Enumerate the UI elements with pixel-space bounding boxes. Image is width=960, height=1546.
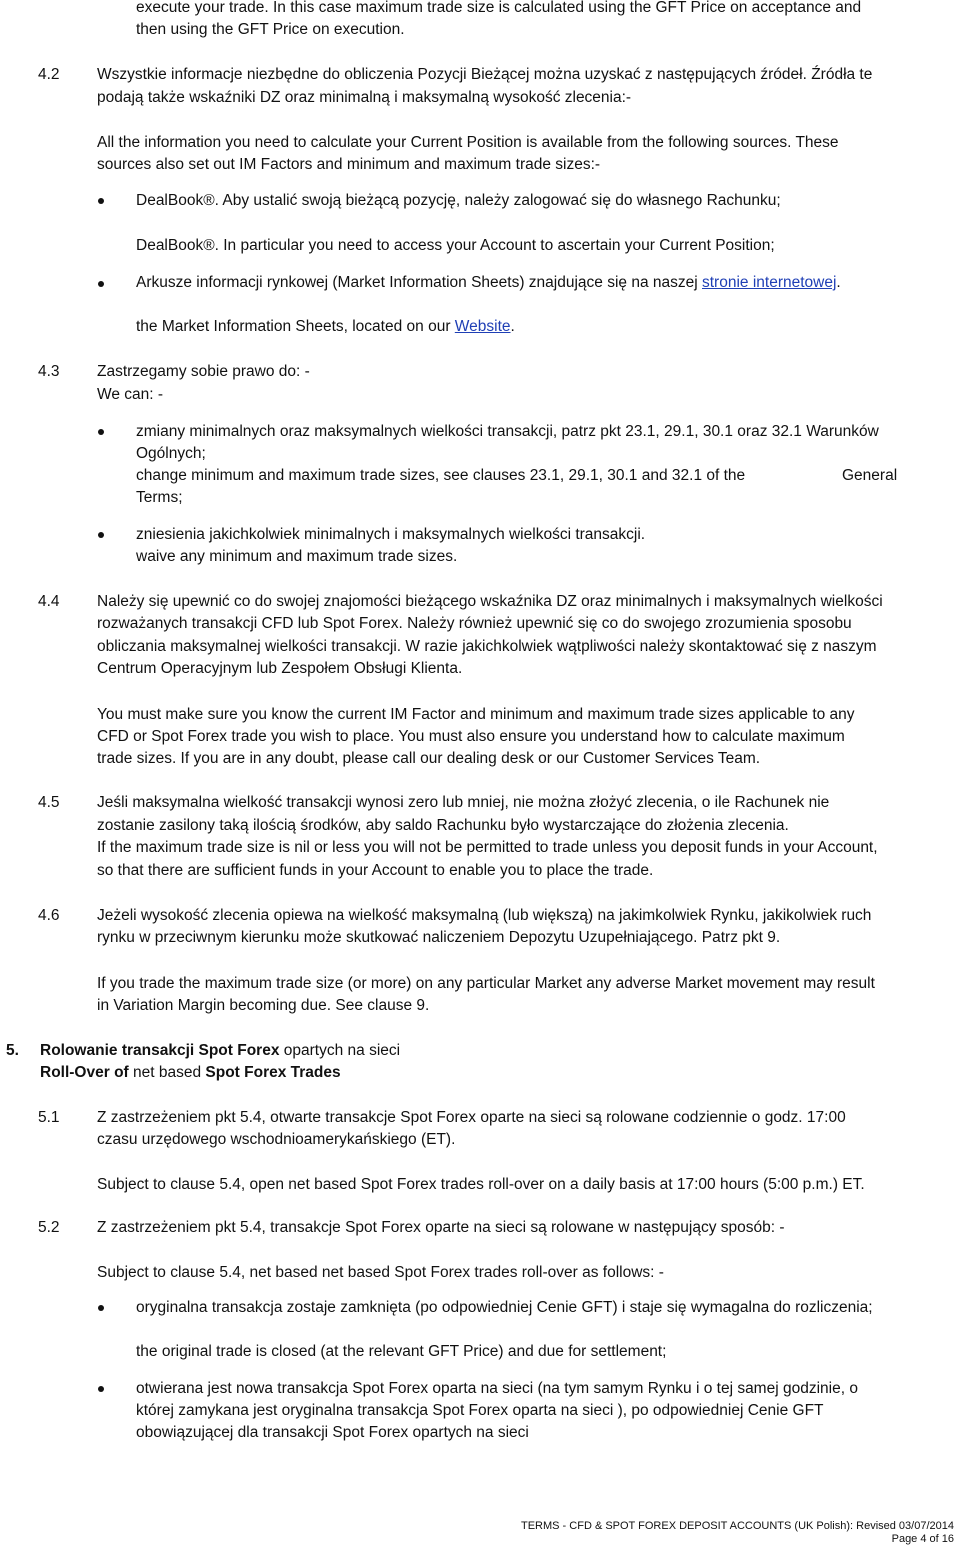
- heading-pl-rest: opartych na sieci: [279, 1042, 401, 1059]
- clause-4-6-en-line-2: in Variation Margin becoming due. See clause 9.: [97, 997, 430, 1014]
- clause-number-4-2: 4.2: [38, 66, 60, 83]
- clause-4-2-bullet-2-pl: [136, 272, 954, 294]
- clause-4-3-bullet-2-en: waive any minimum and maximum trade sizes.: [136, 548, 458, 565]
- website-link-pl[interactable]: stronie internetowej: [702, 274, 837, 291]
- clause-4-5-en-line-1: If the maximum trade size is nil or less you will not be permitted to trade unless you deposit funds in your Account,: [97, 839, 878, 856]
- footer-page-number: Page 4 of 16: [891, 1533, 954, 1545]
- clause-4-5-pl-line-1: Jeśli maksymalna wielkość transakcji wynosi zero lub mniej, nie można złożyć zlecenia, o ile Rachunek nie: [97, 794, 830, 811]
- bullet-2-en-text: the Market Information Sheets, located on our: [136, 318, 451, 335]
- clause-4-3-bullet-1-pl-line-2: Ogólnych;: [136, 445, 206, 462]
- bullet-dot: [98, 198, 104, 204]
- clause-4-2-en-line-1: All the information you need to calculate your Current Position is available from the following sources. These: [97, 134, 839, 151]
- clause-5-2-en: Subject to clause 5.4, net based net based Spot Forex trades roll-over as follows: -: [97, 1264, 664, 1281]
- bullet-dot: [98, 429, 104, 435]
- heading-pl-bold: Rolowanie transakcji Spot Forex: [40, 1042, 280, 1059]
- clause-number-4-4: 4.4: [38, 593, 60, 610]
- clause-5-2-bullet-2-pl-line-3: obowiązującej dla transakcji Spot Forex opartych na sieci: [136, 1424, 529, 1441]
- clause-4-4-pl-line-1: Należy się upewnić co do swojej znajomości bieżącego wskaźnika DZ oraz minimalnych i maksymalnych wielkości: [97, 593, 883, 610]
- intro-line-2: then using the GFT Price on execution.: [136, 21, 405, 38]
- clause-4-3-en: We can: -: [97, 386, 164, 403]
- heading-en-bold-2: Spot Forex Trades: [205, 1064, 341, 1081]
- clause-4-3-bullet-1-pl-line-1: zmiany minimalnych oraz maksymalnych wielkości transakcji, patrz pkt 23.1, 29.1, 30.1 oraz 32.1 Warunków: [136, 423, 879, 440]
- clause-4-6-pl-line-2: rynku w przeciwnym kierunku może skutkować naliczeniem Depozytu Uzupełniającego. Patrz pkt 9.: [97, 929, 781, 946]
- clause-5-1-en: Subject to clause 5.4, open net based Spot Forex trades roll-over on a daily basis at 17:00 hours (5:00 p.m.) ET.: [97, 1176, 865, 1193]
- clause-4-2-bullet-1-pl: DealBook®. Aby ustalić swoją bieżącą pozycję, należy zalogować się do własnego Rachunku;: [136, 192, 781, 209]
- clause-4-3-bullet-2-pl: zniesienia jakichkolwiek minimalnych i maksymalnych wielkości transakcji.: [136, 526, 646, 543]
- intro-line-1: execute your trade. In this case maximum trade size is calculated using the GFT Price on acceptance and: [136, 0, 862, 16]
- clause-number-4-3: 4.3: [38, 363, 60, 380]
- clause-4-2-bullet-2-en: [136, 316, 954, 338]
- clause-4-4-en-line-3: trade sizes. If you are in any doubt, please call our dealing desk or our Customer Services Team.: [97, 750, 761, 767]
- bullet-2-pl-text: Arkusze informacji rynkowej (Market Information Sheets) znajdujące się na naszej: [136, 274, 698, 291]
- period: .: [510, 318, 515, 335]
- section-number-5: 5.: [6, 1042, 19, 1059]
- period: .: [836, 274, 841, 291]
- clause-4-2-bullet-1-en: DealBook®. In particular you need to access your Account to ascertain your Current Position;: [136, 237, 775, 254]
- heading-en-bold-1: Roll-Over of: [40, 1064, 129, 1081]
- clause-4-5-en-line-2: so that there are sufficient funds in your Account to enable you to place the trade.: [97, 862, 654, 879]
- clause-number-5-2: 5.2: [38, 1219, 60, 1236]
- clause-4-5-pl-line-2: zostanie zasilony taką ilością środków, aby saldo Rachunku było wystarczające do złożenia zlecenia.: [97, 817, 789, 834]
- clause-5-2-bullet-2-pl-line-1: otwierana jest nowa transakcja Spot Forex oparta na sieci (na tym samym Rynku i o tej samej godzinie, o: [136, 1380, 858, 1397]
- clause-4-3-general-word: General: [842, 467, 898, 484]
- clause-4-4-pl-line-3: obliczania maksymalnej wielkości transakcji. W razie jakichkolwiek wątpliwości należy skontaktować się z naszym: [97, 638, 877, 655]
- clause-4-4-pl-line-4: Centrum Operacyjnym lub Zespołem Obsługi Klienta.: [97, 660, 463, 677]
- clause-5-1-pl-line-1: Z zastrzeżeniem pkt 5.4, otwarte transakcje Spot Forex oparte na sieci są rolowane codziennie o godz. 17:00: [97, 1109, 846, 1126]
- bullet-dot: [98, 1386, 104, 1392]
- clause-4-4-en-line-2: CFD or Spot Forex trade you wish to place. You must also ensure you understand how to calculate maximum: [97, 728, 845, 745]
- clause-5-2-bullet-2-pl-line-2: której zamykana jest oryginalna transakcja Spot Forex oparta na sieci ), po odpowiedniej Cenie GFT: [136, 1402, 824, 1419]
- clause-4-6-pl-line-1: Jeżeli wysokość zlecenia opiewa na wielkość maksymalną (lub większą) na jakimkolwiek Rynku, jakikolwiek ruch: [97, 907, 872, 924]
- heading-en-mid: net based: [128, 1064, 206, 1081]
- clause-number-5-1: 5.1: [38, 1109, 60, 1126]
- clause-5-2-bullet-1-en: the original trade is closed (at the relevant GFT Price) and due for settlement;: [136, 1343, 667, 1360]
- website-link-en[interactable]: Website: [454, 318, 511, 335]
- clause-4-4-en-line-1: You must make sure you know the current IM Factor and minimum and maximum trade sizes applicable to any: [97, 706, 855, 723]
- clause-5-2-bullet-1-pl: oryginalna transakcja zostaje zamknięta (po odpowiedniej Cenie GFT) i staje się wymagalna do rozliczenia;: [136, 1299, 873, 1316]
- clause-4-6-en-line-1: If you trade the maximum trade size (or more) on any particular Market any adverse Market movement may result: [97, 975, 875, 992]
- bullet-dot: [98, 281, 104, 287]
- clause-4-2-en-line-2: sources also set out IM Factors and minimum and maximum trade sizes:-: [97, 156, 601, 173]
- clause-5-2-pl: Z zastrzeżeniem pkt 5.4, transakcje Spot Forex oparte na sieci są rolowane w następujący sposób: -: [97, 1219, 785, 1236]
- bullet-dot: [98, 1305, 104, 1311]
- clause-5-1-pl-line-2: czasu urzędowego wschodnioamerykańskiego (ET).: [97, 1131, 456, 1148]
- footer-document-title: TERMS - CFD & SPOT FOREX DEPOSIT ACCOUNTS (UK Polish): Revised 03/07/2014: [521, 1520, 954, 1532]
- clause-number-4-5: 4.5: [38, 794, 60, 811]
- clause-number-4-6: 4.6: [38, 907, 60, 924]
- bullet-dot: [98, 532, 104, 538]
- clause-4-2-pl-line-2: podają także wskaźniki DZ oraz minimalną i maksymalną wysokość zlecenia:-: [97, 89, 632, 106]
- clause-4-4-pl-line-2: rozważanych transakcji CFD lub Spot Forex. Należy również upewnić się co do swojego zrozumienia sposobu: [97, 615, 852, 632]
- section-5-heading-pl: [40, 1040, 900, 1062]
- clause-4-3-pl: Zastrzegamy sobie prawo do: -: [97, 363, 310, 380]
- clause-4-2-pl-line-1: Wszystkie informacje niezbędne do obliczenia Pozycji Bieżącej można uzyskać z następujących źródeł. Źródła te: [97, 66, 873, 83]
- section-5-heading-en: [40, 1062, 900, 1084]
- clause-4-3-bullet-1-en-line-2: Terms;: [136, 489, 183, 506]
- clause-4-3-bullet-1-en-line-1: change minimum and maximum trade sizes, see clauses 23.1, 29.1, 30.1 and 32.1 of the: [136, 467, 746, 484]
